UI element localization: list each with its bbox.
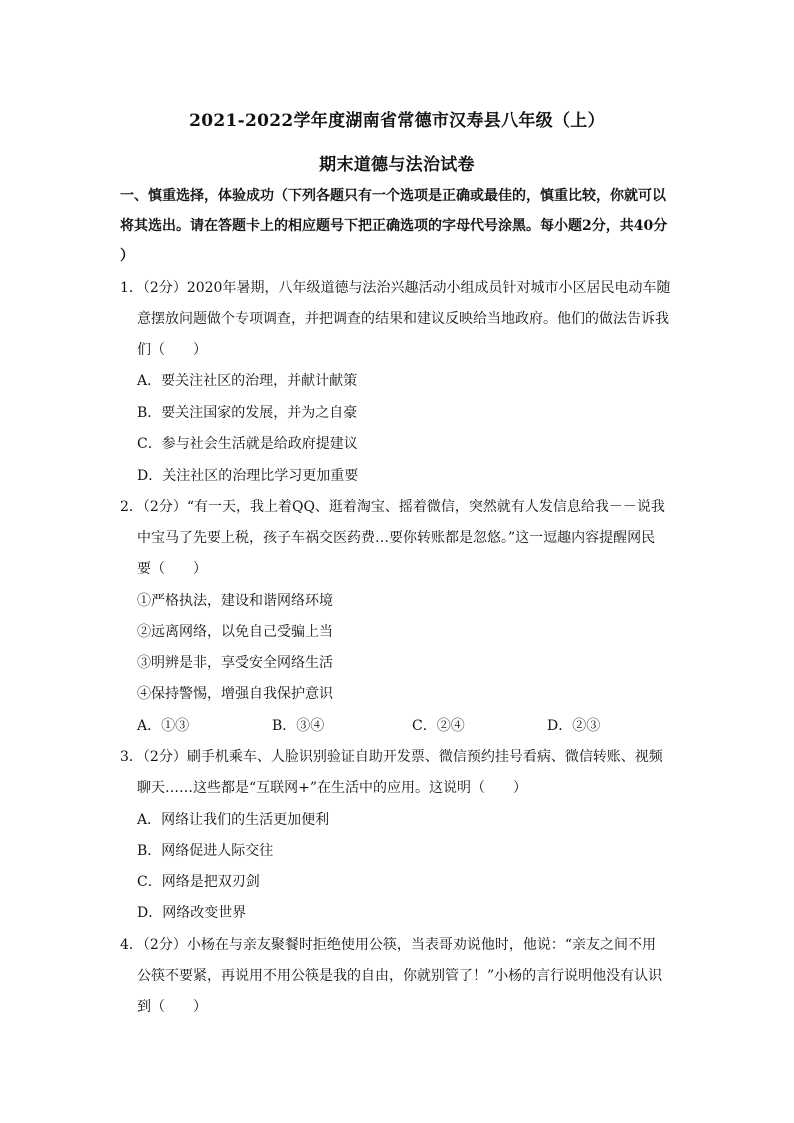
question-3-stem-line2: 聊天……这些都是“互联网+”在生活中的应用。这说明（ ）: [137, 780, 528, 796]
question-2-option-c: C．②④: [412, 718, 465, 734]
question-1-stem-line1: 1．（2分）2020年暑期，八年级道德与法治兴趣活动小组成员针对城市小区居民电动车随: [120, 280, 671, 296]
question-2-option-a: A．①③: [137, 718, 190, 734]
question-4-stem-line2: 公筷不要紧，再说用不用公筷是我的自由，你就别管了！”小杨的言行说明他没有认识: [137, 968, 663, 984]
question-1-option-b: B．要关注国家的发展，并为之自豪: [137, 405, 358, 421]
question-3-option-c: C．网络是把双刃剑: [137, 874, 260, 890]
question-2-option-b: B．③④: [272, 718, 325, 734]
question-2-statement-4: ④保持警惕，增强自我保护意识: [137, 686, 333, 702]
question-2-stem-line2: 中宝马了先要上税，孩子车祸交医药费…要你转账都是忽悠。”这一逗趣内容提醒网民: [137, 530, 656, 546]
question-3-option-d: D．网络改变世界: [137, 905, 247, 921]
question-2-statement-1: ①严格执法，建设和谐网络环境: [137, 593, 333, 609]
question-3-option-a: A．网络让我们的生活更加便利: [137, 812, 330, 828]
question-2-stem-line1: 2．（2分）“有一天，我上着QQ、逛着淘宝、摇着微信，突然就有人发信息给我－－说我: [120, 499, 665, 515]
question-2-statement-3: ③明辨是非，享受安全网络生活: [137, 655, 333, 671]
question-1-stem-line3: 们（ ）: [137, 342, 207, 358]
question-3-stem-line1: 3．（2分）刷手机乘车、人脸识别验证自助开发票、微信预约挂号看病、微信转账、视频: [120, 749, 663, 765]
question-1-option-c: C．参与社会生活就是给政府提建议: [137, 436, 358, 452]
question-1-stem-line2: 意摆放问题做个专项调查，并把调查的结果和建议反映给当地政府。他们的做法告诉我: [137, 311, 669, 327]
question-3-option-b: B．网络促进人际交往: [137, 843, 274, 859]
question-4-stem-line1: 4．（2分）小杨在与亲友聚餐时拒绝使用公筷，当表哥劝说他时，他说：“亲友之间不用: [120, 937, 656, 953]
question-2-option-d: D．②③: [547, 718, 601, 734]
section-heading-line2: 将其选出。请在答题卡上的相应题号下把正确选项的字母代号涂黑。每小题2分，共40分: [120, 218, 668, 234]
question-2-stem-line3: 要（ ）: [137, 561, 207, 577]
question-2-statement-2: ②远离网络，以免自己受骗上当: [137, 624, 333, 640]
exam-title-line2: 期末道德与法治试卷: [319, 155, 475, 175]
question-1-option-d: D．关注社区的治理比学习更加重要: [137, 468, 359, 484]
question-1-option-a: A．要关注社区的治理，并献计献策: [137, 373, 358, 389]
section-heading-line1: 一、慎重选择，体验成功（下列各题只有一个选项是正确或最佳的，慎重比较，你就可以: [120, 188, 666, 204]
question-4-stem-line3: 到（ ）: [137, 999, 207, 1015]
section-heading-line3: ）: [120, 248, 134, 264]
exam-title-line1: 2021-2022学年度湖南省常德市汉寿县八年级（上）: [189, 111, 605, 131]
